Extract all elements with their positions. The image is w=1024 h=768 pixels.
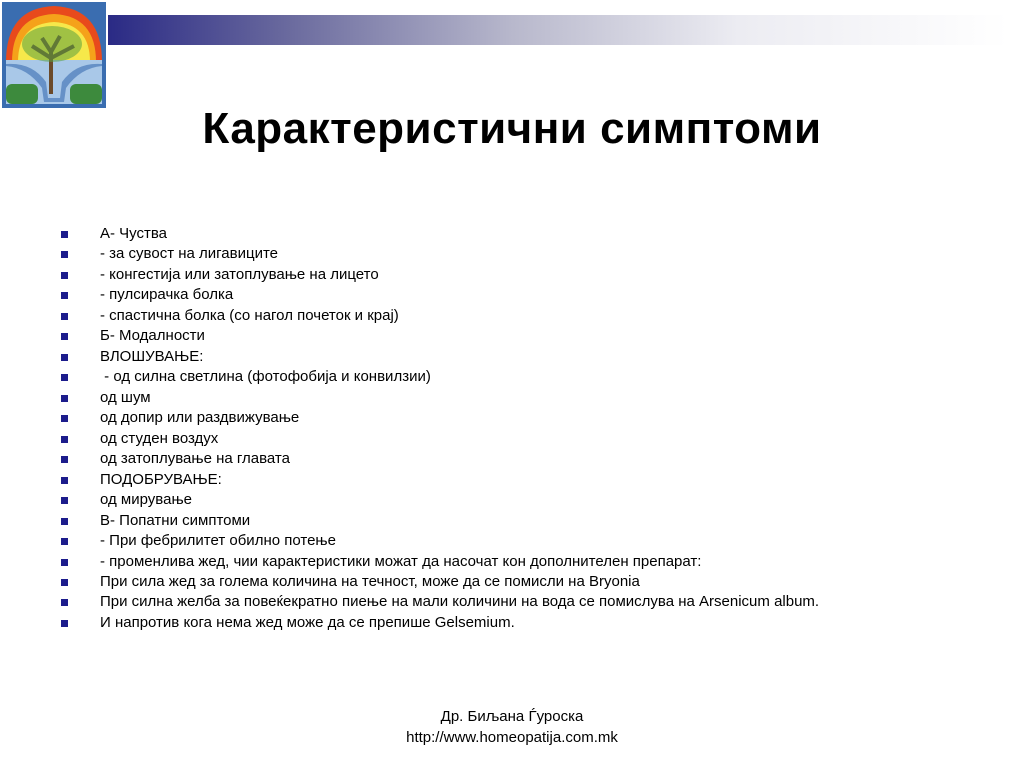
- footer-url[interactable]: http://www.homeopatija.com.mk: [406, 729, 618, 746]
- list-item-text: - за сувост на лигавиците: [100, 245, 279, 263]
- list-item: [0, 326, 819, 346]
- list-item: [0, 347, 819, 367]
- list-item-text: од затоплување на главата: [100, 450, 290, 468]
- list-item-text: - конгестија или затоплување на лицето: [100, 265, 379, 283]
- list-item: [0, 429, 819, 449]
- list-item: [0, 388, 819, 408]
- square-bullet-icon: [61, 477, 68, 484]
- square-bullet-icon: [61, 395, 68, 402]
- list-item-text: - При фебрилитет обилно потење: [100, 532, 336, 550]
- list-item-text: ПОДОБРУВАЊЕ:: [100, 470, 222, 488]
- list-item-text: од мирување: [100, 491, 192, 509]
- list-item: [0, 490, 819, 510]
- list-item: [0, 367, 819, 387]
- list-item: [0, 552, 819, 572]
- square-bullet-icon: [61, 374, 68, 381]
- list-item: [0, 408, 819, 428]
- list-item: [0, 613, 819, 633]
- bullet-list: [0, 224, 819, 633]
- list-item-text: - од силна светлина (фотофобија и конвилзии): [100, 368, 431, 386]
- square-bullet-icon: [61, 313, 68, 320]
- list-item-text: В- Попатни симптоми: [100, 511, 251, 529]
- list-item: [0, 224, 819, 244]
- square-bullet-icon: [61, 415, 68, 422]
- list-item: [0, 449, 819, 469]
- list-item-text: од шум: [100, 388, 151, 406]
- square-bullet-icon: [61, 497, 68, 504]
- footer: [0, 706, 1024, 748]
- list-item: [0, 470, 819, 490]
- square-bullet-icon: [61, 251, 68, 258]
- list-item: [0, 592, 819, 612]
- list-item: [0, 511, 819, 531]
- list-item: [0, 306, 819, 326]
- footer-author: Др. Биљана Ѓуроска: [440, 708, 584, 725]
- tree-logo-icon: [2, 2, 106, 108]
- square-bullet-icon: [61, 292, 68, 299]
- list-item-text: - променлива жед, чии карактеристики можат да насочат кон дополнителен препарат:: [100, 552, 702, 570]
- list-item-text: ВЛОШУВАЊЕ:: [100, 347, 204, 365]
- square-bullet-icon: [61, 559, 68, 566]
- list-item-text: - пулсирачка болка: [100, 286, 234, 304]
- square-bullet-icon: [61, 272, 68, 279]
- square-bullet-icon: [61, 620, 68, 627]
- list-item: [0, 572, 819, 592]
- list-item-text: И напротив кога нема жед може да се препише Gelsemium.: [100, 613, 515, 631]
- list-item-text: При силна желба за повеќекратно пиење на мали количини на вода се помислува на Arsenicum album.: [100, 593, 820, 611]
- list-item-text: - спастична болка (со нагол почеток и крај): [100, 306, 399, 324]
- list-item: [0, 285, 819, 305]
- square-bullet-icon: [61, 456, 68, 463]
- square-bullet-icon: [61, 436, 68, 443]
- square-bullet-icon: [61, 354, 68, 361]
- list-item-text: А- Чуства: [100, 225, 168, 242]
- square-bullet-icon: [61, 231, 68, 238]
- square-bullet-icon: [61, 333, 68, 340]
- square-bullet-icon: [61, 538, 68, 545]
- list-item: [0, 244, 819, 264]
- list-item: [0, 265, 819, 285]
- list-item-text: При сила жед за голема количина на течност, може да се помисли на Bryonia: [100, 572, 640, 590]
- square-bullet-icon: [61, 518, 68, 525]
- list-item-text: од студен воздух: [100, 429, 219, 447]
- list-item: [0, 531, 819, 551]
- header-gradient-bar: [108, 15, 1008, 45]
- list-item-text: од допир или раздвижување: [100, 409, 300, 427]
- square-bullet-icon: [61, 579, 68, 586]
- list-item-text: Б- Модалности: [100, 327, 205, 345]
- slide-title: Карактеристични симптоми: [202, 104, 822, 153]
- square-bullet-icon: [61, 599, 68, 606]
